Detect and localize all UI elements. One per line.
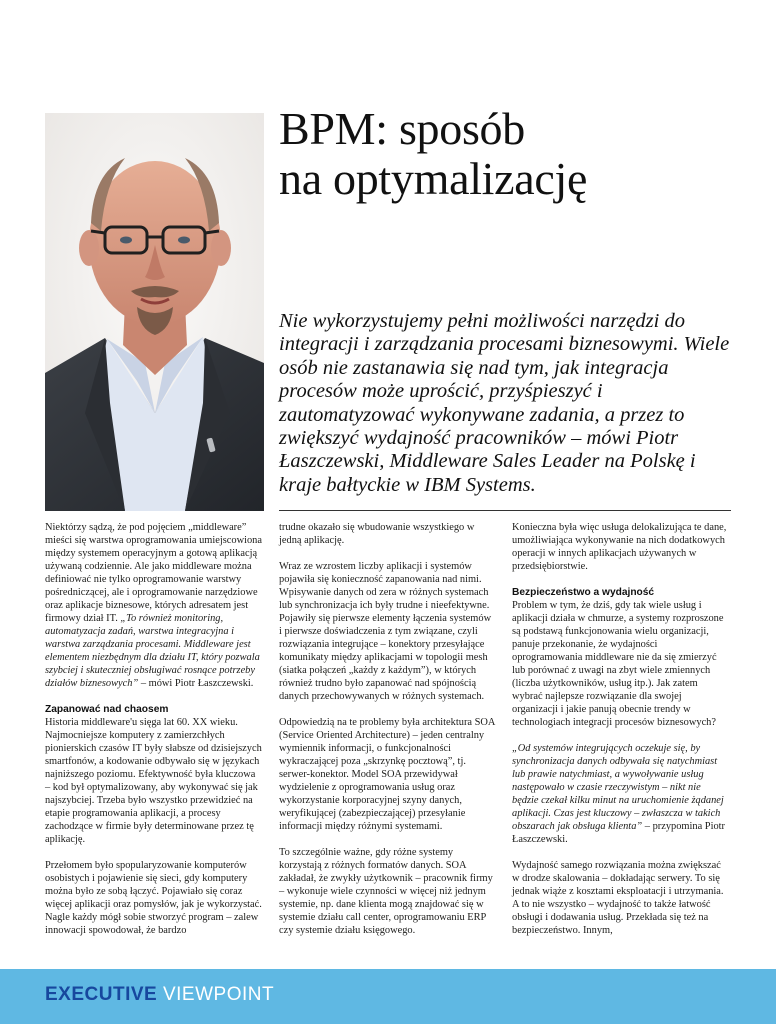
brand-bold: EXECUTIVE bbox=[45, 984, 158, 1005]
text-column-3 bbox=[512, 521, 729, 950]
paragraph: Historia middleware'u sięga lat 60. XX wieku. Najmocniejsze komputery z zamierzchłych pionierskich czasów IT były słabsze od dzisiejszych smartfonów, a kodowanie odbywało się w językach najniższego poziomu. Efektywność była kluczowa – kod był optymalizowany, aby wykonywać się jak najszybciej. Trzeba było wszystko przewidzieć na etapie programowania aplikacji, a procesy zachodzące w firmie były determinowane przez tę aplikację. bbox=[45, 717, 262, 845]
quote-attribution: – przypomina Piotr Łaszczewski. bbox=[512, 821, 725, 845]
paragraph: Wydajność samego rozwiązania można zwiększać w drodze skalowania – dokładając serwery. To się jednak wiąże z kosztami eksploatacji i utrzymania. A to nie wszystko – wydajność to także łatwość obsługi i dodawania usług. Przekłada się też na bezpieczeństwo. Innym, bbox=[512, 860, 724, 936]
brand-logo bbox=[45, 983, 274, 1007]
text-column-2 bbox=[279, 521, 496, 950]
brand-light: VIEWPOINT bbox=[162, 984, 275, 1005]
quote-attribution: – mówi Piotr Łaszczewski. bbox=[138, 678, 254, 689]
paragraph bbox=[512, 742, 729, 846]
quote-text: „To również monitoring, automatyzacja zadań, warstwa integracyjna i warstwa zarządzania procesami. Middleware jest elementem niezbędnym dla działu IT, który pozwala szybciej i skuteczniej obsługiwać rosnące potrzeby działów biznesowych” bbox=[45, 613, 260, 689]
paragraph-text: Niektórzy sądzą, że pod pojęciem „middleware” mieści się warstwa oprogramowania umiejscowiona między systemem operacyjnym a gotową aplikacją używaną codziennie. Ale jako middleware można definiować nie tylko oprogramowanie warstwy pośredniczącej, ale i oprogramowanie narzędziowe oraz aplikacje biznesowe, których adresatem jest firmowy dział IT. bbox=[45, 522, 262, 624]
portrait-illustration bbox=[45, 113, 264, 511]
paragraph: trudne okazało się wbudowanie wszystkiego w jedną aplikację. bbox=[279, 522, 475, 546]
section-heading-chaos: Zapanować nad chaosem bbox=[45, 704, 169, 715]
paragraph bbox=[45, 521, 262, 690]
lead-divider bbox=[279, 510, 731, 511]
text-column-1 bbox=[45, 521, 262, 950]
author-portrait-photo bbox=[45, 113, 264, 511]
article-title bbox=[279, 104, 587, 204]
article-lead: Nie wykorzystujemy pełni możliwości narzędzi do integracji i zarządzania procesami biznesowymi. Wiele osób nie zastanawia się nad tym, jak integracja procesów może uprościć, przyśpieszyć i zautomatyzować wykonywane zadania, a przez to zwiększyć wydajność pracowników – mówi Piotr Łaszczewski, Middleware Sales Leader na Polskę i kraje bałtyckie w IBM Systems. bbox=[279, 310, 730, 496]
paragraph: Konieczna była więc usługa delokalizująca te dane, umożliwiająca wykonywanie na nich dodatkowych operacji w innych aplikacjach używanych w przedsiębiorstwie. bbox=[512, 522, 727, 572]
title-line-1: BPM: sposób bbox=[279, 103, 525, 154]
section-heading-security: Bezpieczeństwo a wydajność bbox=[512, 587, 655, 598]
paragraph: Wraz ze wzrostem liczby aplikacji i systemów pojawiła się konieczność zapanowania nad nimi. Wpisywanie danych od zera w różnych systemach lub synchronizacja ich były trudne i nieefektywne. Pojawiły się pierwsze elementy łączenia systemów i pierwsze doświadczenia z tym związane, czyli rozwiązania integrujące – konektory przesyłające komunikaty między aplikacjami w topologii mesh (siatka połączeń „każdy z każdym”), w których również trudno było zapanować nad spójnością danych przechowywanych w różnych systemach. bbox=[279, 561, 492, 702]
paragraph: Przełomem było spopularyzowanie komputerów osobistych i pojawienie się sieci, gdy komputery można było ze sobą łączyć. Pojawiało się coraz więcej aplikacji oraz pomysłów, jak je wykorzystać. Nagle każdy mógł sobie stworzyć program – zalew innowacji spowodował, że bardzo bbox=[45, 860, 262, 936]
title-line-2: na optymalizację bbox=[279, 153, 588, 204]
paragraph: Problem w tym, że dziś, gdy tak wiele usług i aplikacji działa w chmurze, a systemy rozproszone są podstawą funkcjonowania wielu organizacji, panuje przekonanie, że wydajności oprogramowania middleware nie da się zmierzyć lub porównać z uwagi na zbyt wiele zmiennych (liczba użytkowników, usług itp.). Jak zatem wybrać najlepsze rozwiązanie dla swojej organizacji i jakie panują obecnie trendy w technologiach integracji procesów biznesowych? bbox=[512, 600, 724, 728]
quote-text: „Od systemów integrujących oczekuje się, by synchronizacja danych odbywała się natychmiast lub prawie natychmiast, a wywoływanie usług następowało w czasie rzeczywistym – nikt nie będzie czekał kilku minut na uruchomienie żądanej aplikacji. Czas jest kluczowy – zwłaszcza w takich obszarach jak obsługa klienta” bbox=[512, 743, 724, 832]
paragraph: To szczególnie ważne, gdy różne systemy korzystają z różnych formatów danych. SOA zakładał, że zwykły użytkownik – pracownik firmy – wykonuje wiele czynności w więcej niż jednym systemie, np. dane klienta mogą znajdować się w systemie działu call center, oprogramowaniu ERP czy systemie działu księgowego. bbox=[279, 847, 493, 936]
paragraph: Odpowiedzią na te problemy była architektura SOA (Service Oriented Architecture) – jeden centralny wymiennik informacji, o funkcjonalności wykraczającej poza „skrzynkę pocztową”, tj. serwer-konektor. Model SOA przewidywał wydzielenie z oprogramowania usług oraz wykorzystanie korporacyjnej szyny danych, weryfikującej (zabezpieczającej) przesyłanie informacji między różnymi systemami. bbox=[279, 717, 495, 832]
footer-band bbox=[0, 969, 776, 1024]
